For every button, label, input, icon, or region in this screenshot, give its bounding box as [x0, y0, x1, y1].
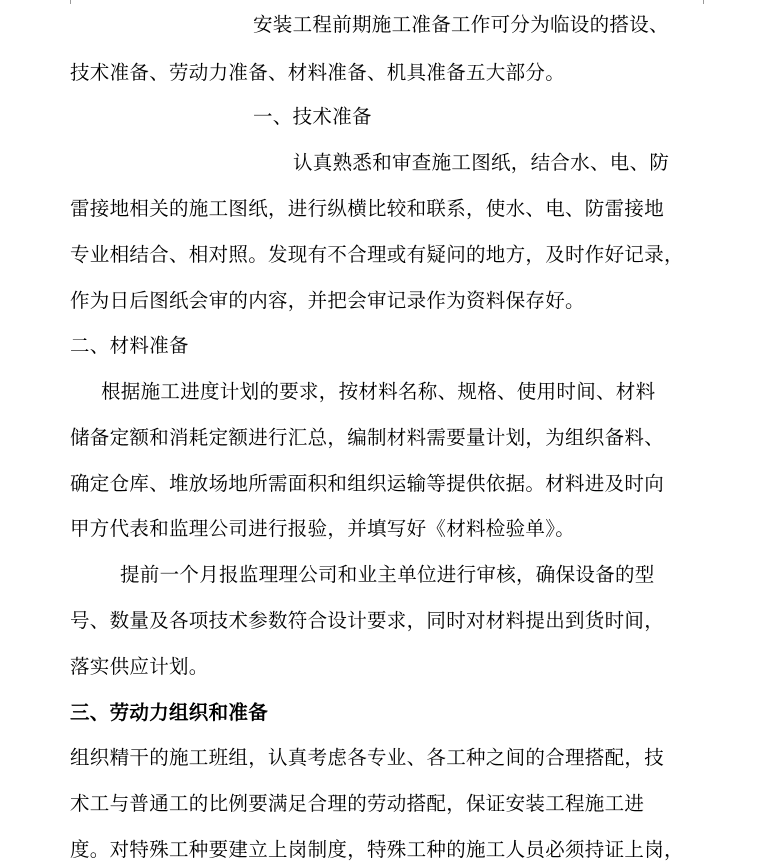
section-heading-materials: 二、材料准备	[70, 334, 189, 357]
materials-paragraph-line-4: 甲方代表和监理公司进行报验，并填写好《材料检验单》。	[70, 517, 576, 540]
section-heading-labor: 三、劳动力组织和准备	[70, 701, 269, 724]
materials-paragraph-line-2: 储备定额和消耗定额进行汇总，编制材料需要量计划，为组织备料、	[70, 426, 665, 449]
intro-line-1: 安装工程前期施工准备工作可分为临设的搭设、	[253, 13, 669, 36]
labor-paragraph-line-1: 组织精干的施工班组，认真考虑各专业、各工种之间的合理搭配，技	[70, 746, 665, 769]
section-heading-technical: 一、技术准备	[253, 105, 372, 128]
technical-paragraph-line-4: 作为日后图纸会审的内容，并把会审记录作为资料保存好。	[70, 289, 585, 312]
labor-paragraph-line-3: 度。对特殊工种要建立上岗制度，特殊工种的施工人员必须持证上岗，	[70, 838, 684, 861]
intro-line-2: 技术准备、劳动力准备、材料准备、机具准备五大部分。	[70, 61, 566, 84]
approval-paragraph-line-3: 落实供应计划。	[70, 655, 209, 678]
labor-paragraph-line-2: 术工与普通工的比例要满足合理的劳动搭配，保证安装工程施工进	[70, 792, 645, 815]
page-corner-mark-left	[70, 0, 71, 4]
approval-paragraph-line-1: 提前一个月报监理理公司和业主单位进行审核，确保设备的型	[120, 563, 655, 586]
technical-paragraph-line-3: 专业相结合、相对照。发现有不合理或有疑问的地方，及时作好记录，	[70, 243, 684, 266]
page-corner-mark-right	[703, 0, 704, 4]
approval-paragraph-line-2: 号、数量及各项技术参数符合设计要求，同时对材料提出到货时间，	[70, 609, 665, 632]
materials-paragraph-line-3: 确定仓库、堆放场地所需面积和组织运输等提供依据。材料进及时向	[70, 472, 665, 495]
materials-paragraph-line-1: 根据施工进度计划的要求，按材料名称、规格、使用时间、材料	[101, 380, 656, 403]
technical-paragraph-line-2: 雷接地相关的施工图纸，进行纵横比较和联系，使水、电、防雷接地	[70, 197, 665, 220]
technical-paragraph-line-1: 认真熟悉和审查施工图纸，结合水、电、防	[293, 151, 670, 174]
